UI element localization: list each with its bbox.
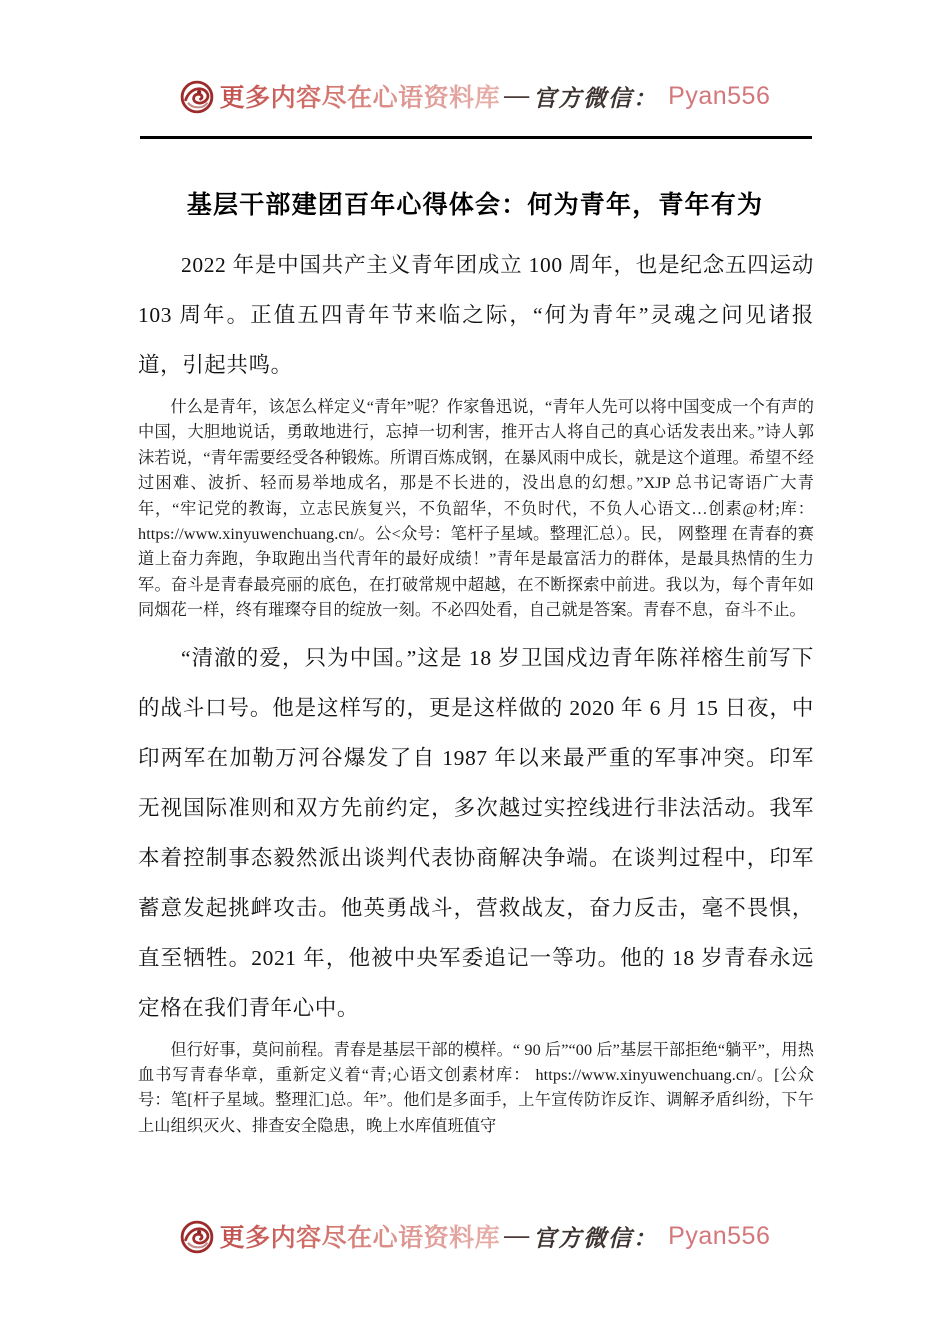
- header-watermark-banner: [0, 78, 950, 114]
- brand-wechat-label: 官方微信：: [533, 1225, 659, 1251]
- brand-wechat-id: Pyan556: [668, 1221, 771, 1250]
- footer-watermark-banner: [0, 1218, 950, 1254]
- document-body: [138, 240, 814, 1139]
- brand-wechat-label: 官方微信：: [533, 85, 659, 111]
- brand-circular-emblem-icon: [180, 1220, 214, 1254]
- brand-dash: —: [504, 1222, 530, 1249]
- brand-circular-emblem-icon: [180, 80, 214, 114]
- paragraph-4: 但行好事，莫问前程。青春是基层干部的模样。“ 90 后”“00 后”基层干部拒绝“躺平”，用热血书写青春华章，重新定义着“青;心语文创素材库： https://www.xinyuwenchuang.cn/。[公众号：笔[杆子星域。整理汇]总。年”。他们是多面手，上午宣传防诈反诈、调解矛盾纠纷，下午上山组织灭火、排查安全隐患，晚上水库值班值守: [138, 1040, 814, 1135]
- brand-wechat-id: Pyan556: [668, 81, 771, 110]
- paragraph-3: “清澈的爱，只为中国。”这是 18 岁卫国戍边青年陈祥榕生前写下的战斗口号。他是这样写的，更是这样做的 2020 年 6 月 15 日夜，中印两军在加勒万河谷爆发了自 1987 年以来最严重的军事冲突。印军无视国际准则和双方先前约定，多次越过实控线进行非法活动。我军本着控制事态毅然派出谈判代表协商解决争端。在谈判过程中，印军蓄意发起挑衅攻击。他英勇战斗，营救战友，奋力反击，毫不畏惧，直至牺牲。2021 年，他被中央军委追记一等功。他的 18 岁青春永远定格在我们青年心中。: [138, 645, 814, 1020]
- paragraph-spacer: [138, 624, 814, 633]
- paragraph-1: 2022 年是中国共产主义青年团成立 100 周年，也是纪念五四运动 103 周年。正值五四青年节来临之际，“何为青年”灵魂之问见诸报道，引起共鸣。: [138, 253, 814, 377]
- header-divider-rule: [140, 136, 812, 139]
- page-title: 基层干部建团百年心得体会：何为青年，青年有为: [186, 191, 764, 219]
- paragraph-2: 什么是青年，该怎么样定义“青年”呢？作家鲁迅说，“青年人先可以将中国变成一个有声的中国，大胆地说话，勇敢地进行，忘掉一切利害，推开古人将自己的真心话发表出来。”诗人郭沫若说，“青年需要经受各种锻炼。所谓百炼成钢，在暴风雨中成长，就是这个道理。希望不经过困难、波折、轻而易举地成名，那是不长进的，没出息的幻想。”XJP 总书记寄语广大青年，“牢记党的教诲，立志民族复兴，不负韶华，不负时代，不负人心语文…创素@材;库：https://www.xinyuwenchuang.cn/。公<众号：笔杆子星域。整理汇总）。民， 网整理 在青春的赛道上奋力奔跑，争取跑出当代青年的最好成绩！”青年是最富活力的群体，是最具热情的生力军。奋斗是青春最亮丽的底色，在打破常规中超越，在不断探索中前进。我以为，每个青年如同烟花一样，终有璀璨夺目的绽放一刻。不必四处看，自己就是答案。青春不息，奋斗不止。: [138, 398, 814, 620]
- brand-name-text: 更多内容尽在心语资料库: [220, 78, 501, 114]
- brand-name-text: 更多内容尽在心语资料库: [220, 1218, 501, 1254]
- brand-dash: —: [504, 82, 530, 109]
